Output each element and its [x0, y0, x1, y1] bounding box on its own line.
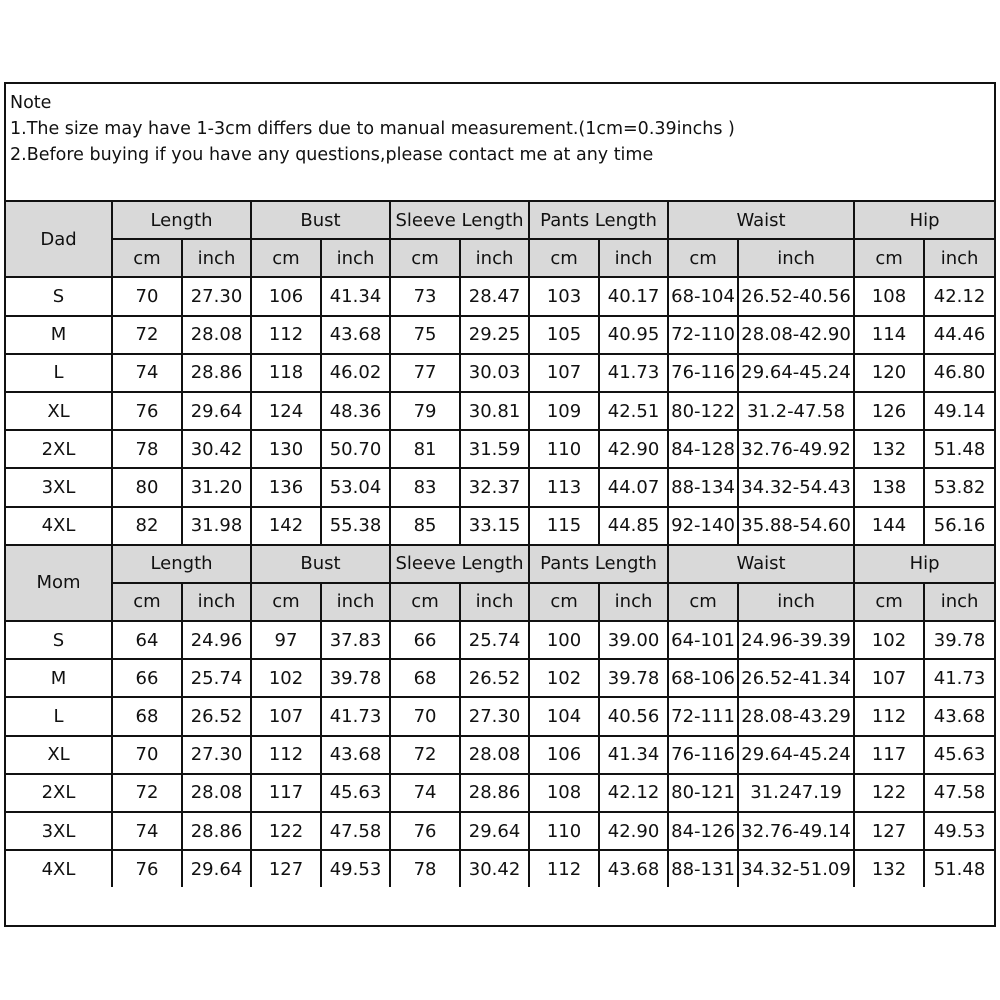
table-cell: 68 — [390, 659, 460, 697]
table-cell: 42.90 — [599, 430, 668, 468]
table-cell: 112 — [854, 697, 924, 735]
column-group-header: Pants Length — [529, 202, 668, 239]
unit-header: cm — [251, 239, 321, 277]
table-cell: 100 — [529, 621, 599, 659]
table-row — [6, 659, 994, 697]
column-group-header: Sleeve Length — [390, 202, 529, 239]
table-cell: 42.51 — [599, 392, 668, 430]
table-row — [6, 850, 994, 887]
table-cell: 110 — [529, 812, 599, 850]
table-cell: 112 — [251, 736, 321, 774]
table-cell: 132 — [854, 430, 924, 468]
table-cell: 27.30 — [182, 277, 251, 315]
table-cell: 80 — [112, 468, 182, 506]
unit-header: cm — [390, 583, 460, 621]
size-table — [6, 202, 994, 887]
table-cell: 28.86 — [460, 774, 529, 812]
unit-header: inch — [182, 583, 251, 621]
table-cell: 25.74 — [182, 659, 251, 697]
table-cell: 136 — [251, 468, 321, 506]
table-cell: 30.81 — [460, 392, 529, 430]
size-label: XL — [6, 392, 112, 430]
table-cell: 35.88-54.60 — [738, 507, 854, 545]
table-cell: 47.58 — [924, 774, 994, 812]
table-cell: 70 — [390, 697, 460, 735]
unit-header: cm — [112, 583, 182, 621]
table-cell: 66 — [112, 659, 182, 697]
table-cell: 144 — [854, 507, 924, 545]
table-cell: 34.32-54.43 — [738, 468, 854, 506]
table-cell: 28.47 — [460, 277, 529, 315]
table-cell: 112 — [251, 316, 321, 354]
size-label: 2XL — [6, 430, 112, 468]
size-label: 3XL — [6, 812, 112, 850]
unit-header-row — [6, 583, 994, 621]
table-cell: 43.68 — [924, 697, 994, 735]
table-cell: 43.68 — [599, 850, 668, 887]
table-cell: 31.20 — [182, 468, 251, 506]
table-cell: 102 — [854, 621, 924, 659]
table-cell: 44.46 — [924, 316, 994, 354]
table-cell: 117 — [251, 774, 321, 812]
table-cell: 74 — [390, 774, 460, 812]
unit-header: inch — [321, 239, 390, 277]
table-cell: 83 — [390, 468, 460, 506]
table-cell: 107 — [529, 354, 599, 392]
table-cell: 127 — [251, 850, 321, 887]
table-cell: 122 — [854, 774, 924, 812]
unit-header: inch — [599, 239, 668, 277]
table-cell: 107 — [251, 697, 321, 735]
table-cell: 39.78 — [321, 659, 390, 697]
size-label: L — [6, 697, 112, 735]
table-cell: 29.64-45.24 — [738, 354, 854, 392]
table-cell: 43.68 — [321, 316, 390, 354]
size-label: S — [6, 277, 112, 315]
table-cell: 82 — [112, 507, 182, 545]
size-label: 2XL — [6, 774, 112, 812]
table-cell: 29.64 — [460, 812, 529, 850]
table-cell: 44.85 — [599, 507, 668, 545]
table-row — [6, 277, 994, 315]
unit-header: inch — [738, 583, 854, 621]
table-cell: 76 — [112, 392, 182, 430]
size-label: L — [6, 354, 112, 392]
size-label: 4XL — [6, 850, 112, 887]
size-label: 3XL — [6, 468, 112, 506]
size-chart — [4, 82, 996, 927]
table-cell: 109 — [529, 392, 599, 430]
section-header-row — [6, 202, 994, 239]
table-cell: 112 — [529, 850, 599, 887]
section-label: Dad — [6, 202, 112, 277]
table-cell: 126 — [854, 392, 924, 430]
note-title: Note — [10, 93, 52, 113]
table-cell: 72-111 — [668, 697, 738, 735]
table-cell: 102 — [529, 659, 599, 697]
table-cell: 40.56 — [599, 697, 668, 735]
column-group-header: Length — [112, 202, 251, 239]
table-cell: 108 — [529, 774, 599, 812]
table-cell: 26.52 — [182, 697, 251, 735]
table-cell: 28.08-42.90 — [738, 316, 854, 354]
table-cell: 30.42 — [182, 430, 251, 468]
table-row — [6, 430, 994, 468]
size-label: M — [6, 659, 112, 697]
table-row — [6, 621, 994, 659]
table-cell: 49.14 — [924, 392, 994, 430]
unit-header-row — [6, 239, 994, 277]
table-cell: 31.2-47.58 — [738, 392, 854, 430]
table-cell: 115 — [529, 507, 599, 545]
table-cell: 81 — [390, 430, 460, 468]
table-cell: 88-134 — [668, 468, 738, 506]
table-cell: 53.82 — [924, 468, 994, 506]
table-cell: 26.52-40.56 — [738, 277, 854, 315]
table-cell: 39.00 — [599, 621, 668, 659]
table-cell: 130 — [251, 430, 321, 468]
table-row — [6, 697, 994, 735]
table-cell: 45.63 — [321, 774, 390, 812]
table-cell: 72 — [112, 316, 182, 354]
table-cell: 28.08 — [182, 774, 251, 812]
table-row — [6, 354, 994, 392]
table-cell: 26.52 — [460, 659, 529, 697]
table-cell: 40.95 — [599, 316, 668, 354]
table-cell: 41.73 — [924, 659, 994, 697]
table-cell: 51.48 — [924, 850, 994, 887]
note-line-2: 2.Before buying if you have any questions,please contact me at any time — [10, 145, 654, 165]
table-cell: 114 — [854, 316, 924, 354]
table-cell: 84-126 — [668, 812, 738, 850]
size-label: M — [6, 316, 112, 354]
unit-header: inch — [924, 583, 994, 621]
table-cell: 85 — [390, 507, 460, 545]
table-cell: 32.76-49.92 — [738, 430, 854, 468]
table-cell: 28.08 — [182, 316, 251, 354]
note-line-1: 1.The size may have 1-3cm differs due to manual measurement.(1cm=0.39inchs ) — [10, 119, 735, 139]
column-group-header: Hip — [854, 202, 994, 239]
table-cell: 66 — [390, 621, 460, 659]
table-cell: 113 — [529, 468, 599, 506]
table-cell: 24.96 — [182, 621, 251, 659]
column-group-header: Bust — [251, 545, 390, 583]
column-group-header: Length — [112, 545, 251, 583]
table-row — [6, 736, 994, 774]
table-cell: 120 — [854, 354, 924, 392]
section-header-row — [6, 545, 994, 583]
unit-header: cm — [112, 239, 182, 277]
table-cell: 28.08-43.29 — [738, 697, 854, 735]
table-cell: 42.12 — [924, 277, 994, 315]
table-cell: 27.30 — [182, 736, 251, 774]
table-cell: 30.03 — [460, 354, 529, 392]
unit-header: cm — [390, 239, 460, 277]
table-cell: 80-121 — [668, 774, 738, 812]
table-cell: 41.73 — [599, 354, 668, 392]
table-cell: 72-110 — [668, 316, 738, 354]
table-cell: 97 — [251, 621, 321, 659]
table-row — [6, 392, 994, 430]
table-cell: 47.58 — [321, 812, 390, 850]
table-cell: 41.34 — [599, 736, 668, 774]
unit-header: inch — [924, 239, 994, 277]
table-cell: 31.98 — [182, 507, 251, 545]
table-cell: 25.74 — [460, 621, 529, 659]
table-cell: 27.30 — [460, 697, 529, 735]
table-row — [6, 774, 994, 812]
table-cell: 43.68 — [321, 736, 390, 774]
section-label: Mom — [6, 545, 112, 621]
table-cell: 41.34 — [321, 277, 390, 315]
table-cell: 122 — [251, 812, 321, 850]
table-cell: 117 — [854, 736, 924, 774]
table-cell: 138 — [854, 468, 924, 506]
table-cell: 75 — [390, 316, 460, 354]
table-cell: 80-122 — [668, 392, 738, 430]
table-cell: 106 — [529, 736, 599, 774]
table-cell: 68 — [112, 697, 182, 735]
table-cell: 84-128 — [668, 430, 738, 468]
size-label: S — [6, 621, 112, 659]
table-cell: 77 — [390, 354, 460, 392]
table-row — [6, 468, 994, 506]
table-cell: 41.73 — [321, 697, 390, 735]
table-cell: 78 — [390, 850, 460, 887]
table-cell: 37.83 — [321, 621, 390, 659]
table-cell: 68-104 — [668, 277, 738, 315]
table-cell: 42.12 — [599, 774, 668, 812]
table-cell: 48.36 — [321, 392, 390, 430]
table-cell: 108 — [854, 277, 924, 315]
table-cell: 46.80 — [924, 354, 994, 392]
table-cell: 50.70 — [321, 430, 390, 468]
table-cell: 107 — [854, 659, 924, 697]
unit-header: cm — [854, 583, 924, 621]
unit-header: inch — [182, 239, 251, 277]
table-cell: 127 — [854, 812, 924, 850]
table-row — [6, 812, 994, 850]
table-cell: 28.08 — [460, 736, 529, 774]
table-cell: 74 — [112, 354, 182, 392]
table-cell: 45.63 — [924, 736, 994, 774]
table-cell: 51.48 — [924, 430, 994, 468]
table-cell: 124 — [251, 392, 321, 430]
table-cell: 49.53 — [924, 812, 994, 850]
table-cell: 24.96-39.39 — [738, 621, 854, 659]
table-cell: 29.64 — [182, 392, 251, 430]
table-cell: 32.37 — [460, 468, 529, 506]
table-cell: 106 — [251, 277, 321, 315]
table-cell: 49.53 — [321, 850, 390, 887]
table-cell: 72 — [112, 774, 182, 812]
table-cell: 74 — [112, 812, 182, 850]
table-cell: 79 — [390, 392, 460, 430]
unit-header: inch — [460, 239, 529, 277]
column-group-header: Sleeve Length — [390, 545, 529, 583]
column-group-header: Bust — [251, 202, 390, 239]
size-label: 4XL — [6, 507, 112, 545]
table-cell: 28.86 — [182, 354, 251, 392]
unit-header: inch — [599, 583, 668, 621]
table-cell: 34.32-51.09 — [738, 850, 854, 887]
unit-header: inch — [738, 239, 854, 277]
unit-header: cm — [668, 239, 738, 277]
unit-header: cm — [529, 239, 599, 277]
table-cell: 44.07 — [599, 468, 668, 506]
table-cell: 88-131 — [668, 850, 738, 887]
table-cell: 39.78 — [924, 621, 994, 659]
table-cell: 29.64 — [182, 850, 251, 887]
unit-header: cm — [529, 583, 599, 621]
table-cell: 118 — [251, 354, 321, 392]
table-cell: 33.15 — [460, 507, 529, 545]
table-cell: 76 — [112, 850, 182, 887]
unit-header: cm — [251, 583, 321, 621]
table-cell: 32.76-49.14 — [738, 812, 854, 850]
table-row — [6, 316, 994, 354]
table-cell: 142 — [251, 507, 321, 545]
table-cell: 42.90 — [599, 812, 668, 850]
table-cell: 70 — [112, 277, 182, 315]
column-group-header: Hip — [854, 545, 994, 583]
table-cell: 76-116 — [668, 354, 738, 392]
table-cell: 102 — [251, 659, 321, 697]
table-cell: 110 — [529, 430, 599, 468]
table-cell: 39.78 — [599, 659, 668, 697]
column-group-header: Waist — [668, 202, 854, 239]
unit-header: inch — [321, 583, 390, 621]
table-cell: 64 — [112, 621, 182, 659]
unit-header: cm — [668, 583, 738, 621]
size-label: XL — [6, 736, 112, 774]
table-cell: 70 — [112, 736, 182, 774]
table-cell: 46.02 — [321, 354, 390, 392]
table-cell: 26.52-41.34 — [738, 659, 854, 697]
table-cell: 76 — [390, 812, 460, 850]
table-cell: 104 — [529, 697, 599, 735]
note-box — [6, 84, 994, 202]
table-cell: 31.247.19 — [738, 774, 854, 812]
table-cell: 30.42 — [460, 850, 529, 887]
table-cell: 68-106 — [668, 659, 738, 697]
table-cell: 132 — [854, 850, 924, 887]
table-cell: 56.16 — [924, 507, 994, 545]
column-group-header: Pants Length — [529, 545, 668, 583]
table-cell: 40.17 — [599, 277, 668, 315]
table-cell: 78 — [112, 430, 182, 468]
unit-header: cm — [854, 239, 924, 277]
table-row — [6, 507, 994, 545]
table-cell: 73 — [390, 277, 460, 315]
table-cell: 72 — [390, 736, 460, 774]
column-group-header: Waist — [668, 545, 854, 583]
table-cell: 64-101 — [668, 621, 738, 659]
table-cell: 29.64-45.24 — [738, 736, 854, 774]
table-cell: 103 — [529, 277, 599, 315]
table-cell: 92-140 — [668, 507, 738, 545]
table-cell: 31.59 — [460, 430, 529, 468]
table-cell: 53.04 — [321, 468, 390, 506]
table-cell: 28.86 — [182, 812, 251, 850]
unit-header: inch — [460, 583, 529, 621]
table-cell: 55.38 — [321, 507, 390, 545]
table-cell: 29.25 — [460, 316, 529, 354]
table-cell: 105 — [529, 316, 599, 354]
table-cell: 76-116 — [668, 736, 738, 774]
